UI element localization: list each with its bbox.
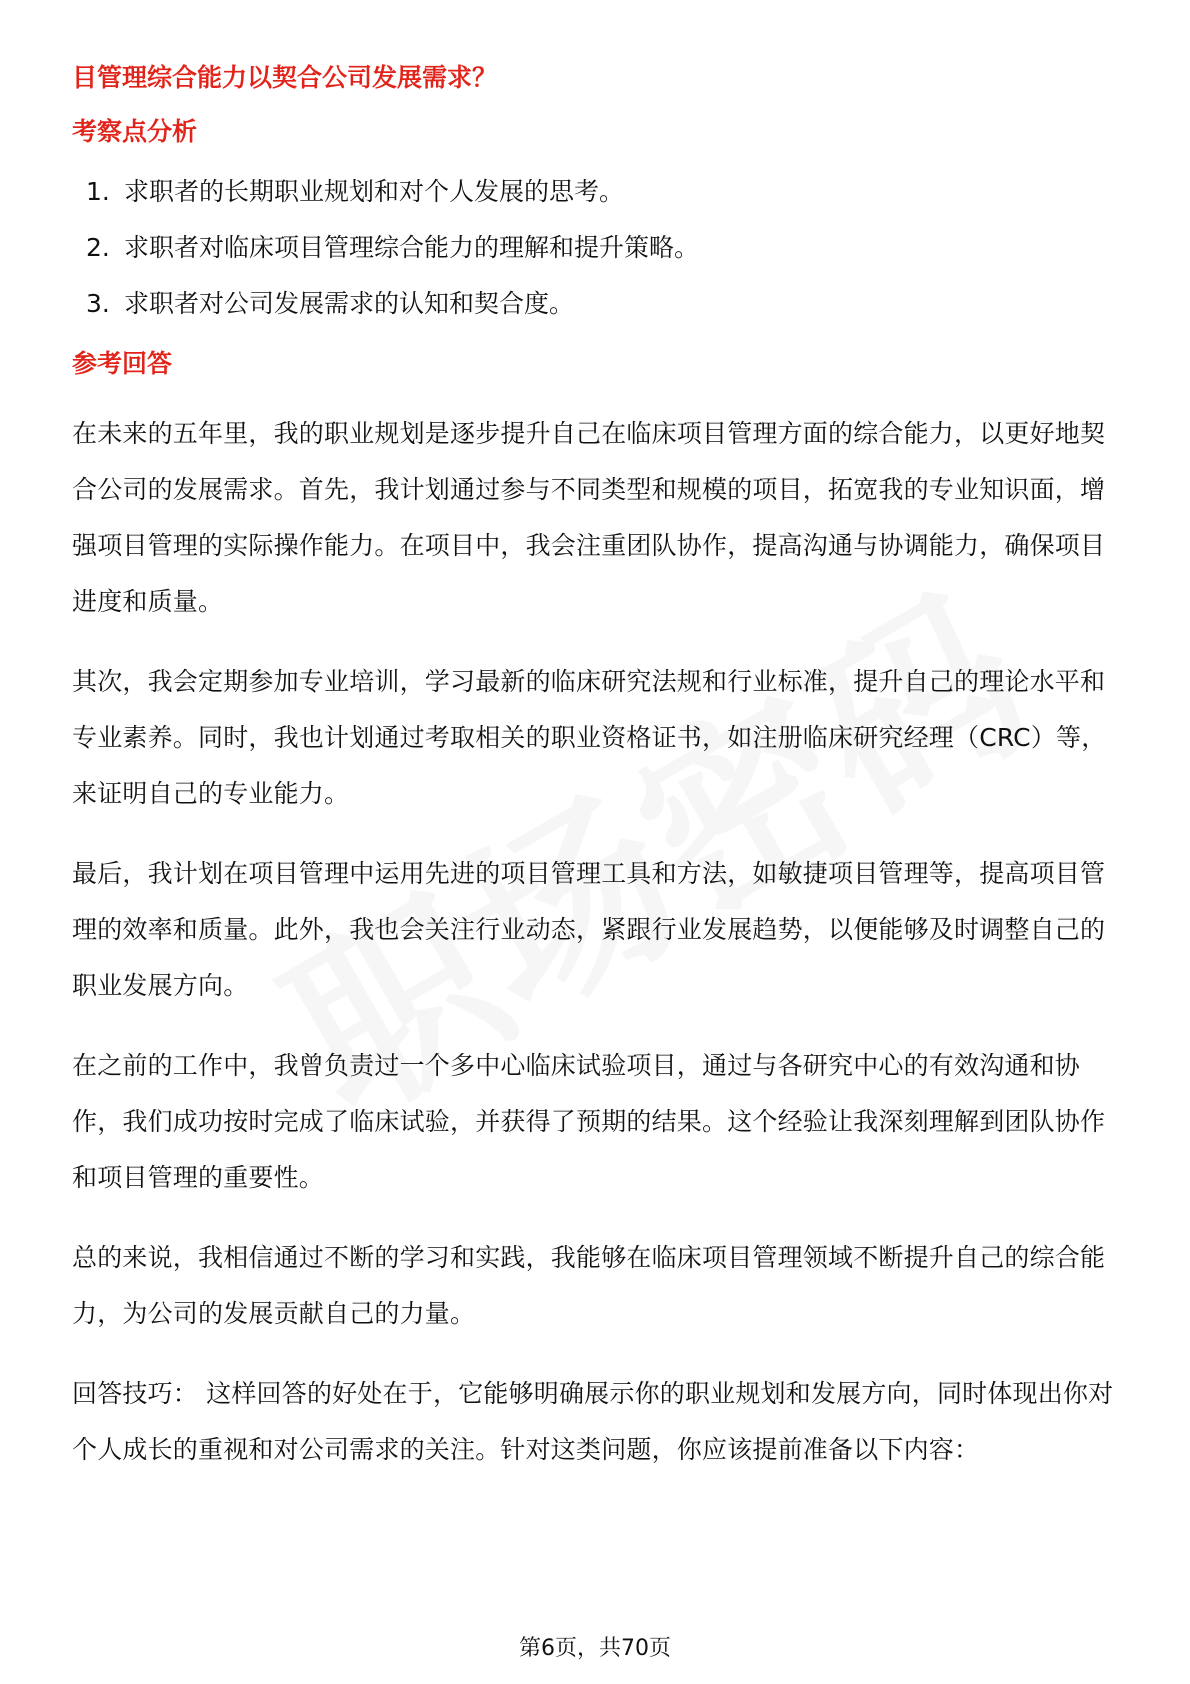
list-item-text: 求职者的长期职业规划和对个人发展的思考。 [124,177,625,206]
list-item [72,286,1118,322]
answer-title: 参考回答 [72,349,173,378]
answer-paragraph: 最后，我计划在项目管理中运用先进的项目管理工具和方法，如敏捷项目管理等，提高项目管理的效率和质量。此外，我也会关注行业动态，紧跟行业发展趋势，以便能够及时调整自己的职业发展方向。 [72,859,1106,1000]
list-item-number: 2. [86,233,110,262]
list-item-text: 求职者对公司发展需求的认知和契合度。 [124,289,575,318]
list-item [72,174,1118,210]
list-item-number: 1. [86,177,110,206]
list-item-text: 求职者对临床项目管理综合能力的理解和提升策略。 [124,233,700,262]
tips-paragraph: 回答技巧： 这样回答的好处在于，它能够明确展示你的职业规划和发展方向，同时体现出你对个人成长的重视和对公司需求的关注。针对这类问题，你应该提前准备以下内容： [72,1379,1114,1464]
answer-paragraph: 在未来的五年里，我的职业规划是逐步提升自己在临床项目管理方面的综合能力，以更好地契合公司的发展需求。首先，我计划通过参与不同类型和规模的项目，拓宽我的专业知识面，增强项目管理的实际操作能力。在项目中，我会注重团队协作，提高沟通与协调能力，确保项目进度和质量。 [72,419,1106,616]
list-item-number: 3. [86,289,110,318]
answer-paragraph: 总的来说，我相信通过不断的学习和实践，我能够在临床项目管理领域不断提升自己的综合能力，为公司的发展贡献自己的力量。 [72,1243,1106,1328]
page-number: 第6页，共70页 [519,1636,671,1661]
analysis-list [72,174,1118,322]
answer-paragraph: 其次，我会定期参加专业培训，学习最新的临床研究法规和行业标准，提升自己的理论水平和专业素养。同时，我也计划通过考取相关的职业资格证书，如注册临床研究经理（CRC）等，来证明自己的专业能力。 [72,667,1107,808]
answer-paragraph: 在之前的工作中，我曾负责过一个多中心临床试验项目，通过与各研究中心的有效沟通和协作，我们成功按时完成了临床试验，并获得了预期的结果。这个经验让我深刻理解到团队协作和项目管理的重要性。 [72,1051,1106,1192]
document-page [72,56,1118,1502]
analysis-title: 考察点分析 [72,117,198,146]
list-item [72,230,1118,266]
question-title: 目管理综合能力以契合公司发展需求？ [72,63,498,92]
